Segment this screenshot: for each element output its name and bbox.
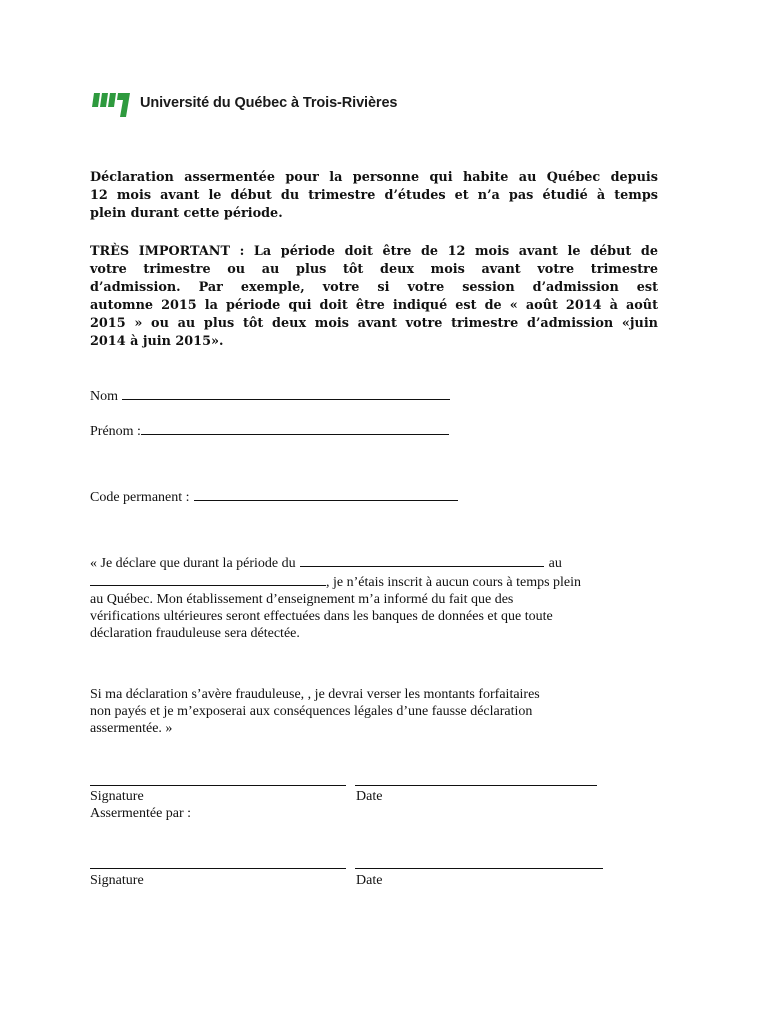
prenom-label: Prénom : [90,424,141,439]
sworn-by-label: Assermentée par : [90,806,192,821]
nom-input-line[interactable] [122,386,450,400]
notice-line: d’admission. Par exemple, votre si votre session d’admission est [90,280,658,295]
period-end-input-line[interactable] [90,572,326,586]
nom-field-row [90,386,658,405]
notice-line: 2014 à juin 2015». [90,334,224,349]
signature-label: Signature [90,789,144,804]
document-header [90,90,397,120]
notice-line: TRÈS IMPORTANT : La période doit être de 12 mois avant le début de [90,244,658,259]
title-line: 12 mois avant le début du trimestre d’études et n’a pas étudié à temps [90,188,658,203]
prenom-input-line[interactable] [141,421,449,435]
witness-date-label: Date [356,873,383,888]
notice-line: automne 2015 la période qui doit être indiqué est de « août 2014 à août [90,298,658,313]
period-start-input-line[interactable] [300,553,544,567]
witness-signature-label: Signature [90,873,144,888]
consequence-text: assermentée. » [90,721,173,736]
notice-line: 2015 » ou au plus tôt deux mois avant votre trimestre d’admission «juin [90,316,658,331]
prenom-field-row [90,421,658,440]
declaration-paragraph [90,553,670,642]
witness-date-line[interactable] [355,868,603,869]
declaration-text: , je n’étais inscrit à aucun cours à temps plein [326,575,582,590]
important-notice [90,243,658,351]
notice-line: votre trimestre ou au plus tôt deux mois avant votre trimestre [90,262,658,277]
code-permanent-field-row [90,487,658,506]
title-line: plein durant cette période. [90,206,283,221]
declaration-text: au [548,556,562,571]
title-line: Déclaration assermentée pour la personne qui habite au Québec depuis [90,170,658,185]
signature-line[interactable] [90,785,346,786]
declaration-text: vérifications ultérieures seront effectuées dans les banques de données et que toute [90,609,553,624]
declaration-text: « Je déclare que durant la période du [90,556,296,571]
code-permanent-label: Code permanent : [90,490,190,505]
declaration-text: au Québec. Mon établissement d’enseignement m’a informé du fait que des [90,592,514,607]
consequence-text: Si ma déclaration s’avère frauduleuse, , je devrai verser les montants forfaitaires [90,687,540,702]
consequence-paragraph [90,686,670,737]
document-title [90,169,658,223]
declaration-text: déclaration frauduleuse sera détectée. [90,626,300,641]
date-line[interactable] [355,785,597,786]
nom-label: Nom [90,389,118,404]
uqtr-logo-icon [90,90,132,120]
witness-signature-line[interactable] [90,868,346,869]
code-permanent-input-line[interactable] [194,487,458,501]
date-label: Date [356,789,383,804]
university-name: Université du Québec à Trois-Rivières [140,95,398,111]
consequence-text: non payés et je m’exposerai aux conséquences légales d’une fausse déclaration [90,704,533,719]
